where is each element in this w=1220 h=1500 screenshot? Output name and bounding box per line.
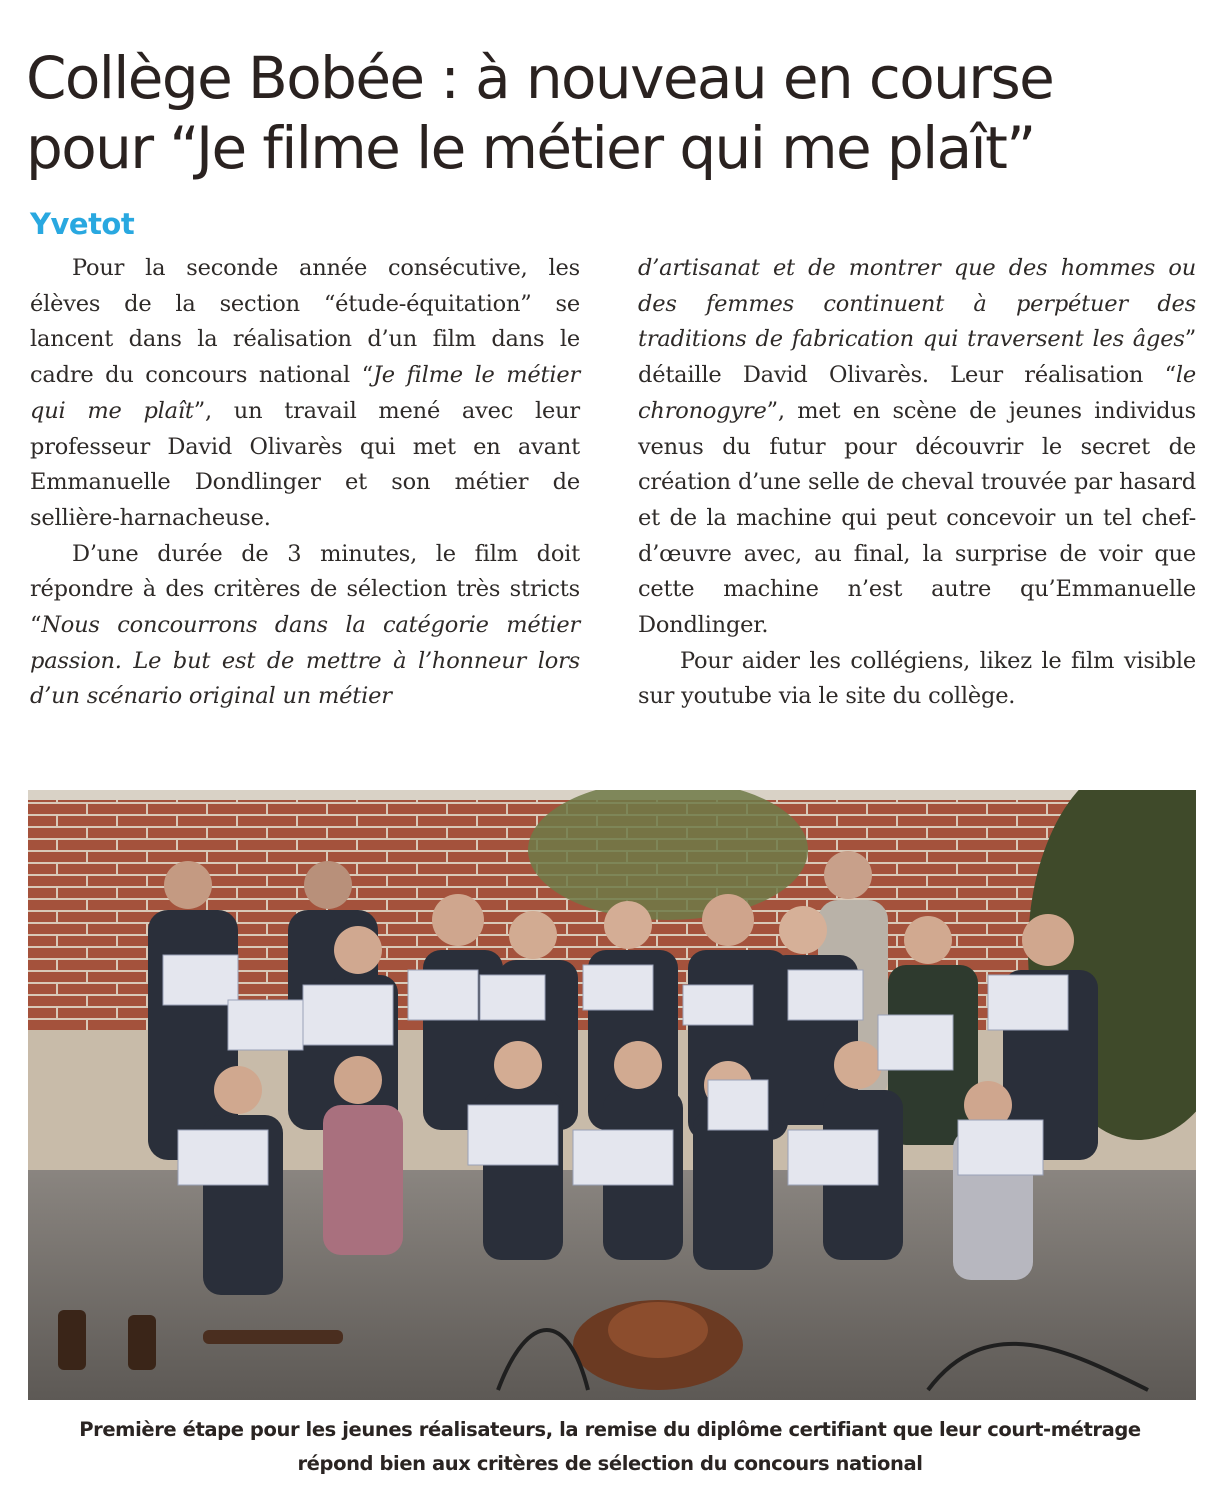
article-column-right: [638, 251, 1196, 715]
article-column-left: [30, 251, 580, 715]
headline-line-1: Collège Bobée : à nouveau en course: [26, 43, 1054, 112]
text-run: Pour la seconde année consécutive, les élèves de la section “étude-équitation” se lancent dans la réalisation d’un film dans le cadre du concours national “: [30, 255, 580, 389]
article-headline: [26, 43, 1196, 183]
group-photo-illustration: [28, 790, 1196, 1400]
text-run: ”, un travail mené avec leur professeur David Olivarès qui met en avant Emmanuelle Dondlinger et son métier de sellière-harnacheuse.: [30, 397, 580, 531]
italic-run: d’artisanat et de montrer que des hommes ou des femmes continuent à perpétuer des traditions de fabrication qui traversent les âges: [638, 255, 1196, 353]
paragraph: [638, 251, 1196, 644]
group-photo: [28, 790, 1196, 1400]
photo-caption: [20, 1413, 1200, 1481]
text-run: D’une durée de 3 minutes, le film doit répondre à des critères de sélection très stricts “: [30, 540, 580, 639]
paragraph: Pour aider les collégiens, likez le film visible sur youtube via le site du collège.: [638, 647, 1196, 710]
text-run: ”, met en scène de jeunes individus venus du futur pour découvrir le secret de création d’une selle de cheval trouvée par hasard et de la machine qui peut concevoir un tel chef-d’œuvre avec, au final, la surprise de voir que cette machine n’est autre qu’Emmanuelle Dondlinger.: [638, 397, 1196, 639]
headline-line-2: pour “Je filme le métier qui me plaît”: [26, 113, 1035, 182]
caption-line-1: Première étape pour les jeunes réalisateurs, la remise du diplôme certifiant que leur court-métrage: [79, 1418, 1141, 1441]
italic-run: Nous concourrons dans la catégorie métier passion. Le but est de mettre à l’honneur lors d’un scénario original un métier: [30, 612, 580, 710]
dateline: Yvetot: [30, 207, 135, 241]
text-run: ” détaille David Olivarès. Leur réalisation “: [638, 326, 1196, 389]
paragraph: [30, 251, 580, 537]
caption-line-2: répond bien aux critères de sélection du concours national: [297, 1452, 923, 1475]
italic-run: le chronogyre: [638, 362, 1196, 424]
paragraph: [30, 537, 580, 716]
italic-run: Je filme le métier qui me plaît: [30, 362, 580, 424]
